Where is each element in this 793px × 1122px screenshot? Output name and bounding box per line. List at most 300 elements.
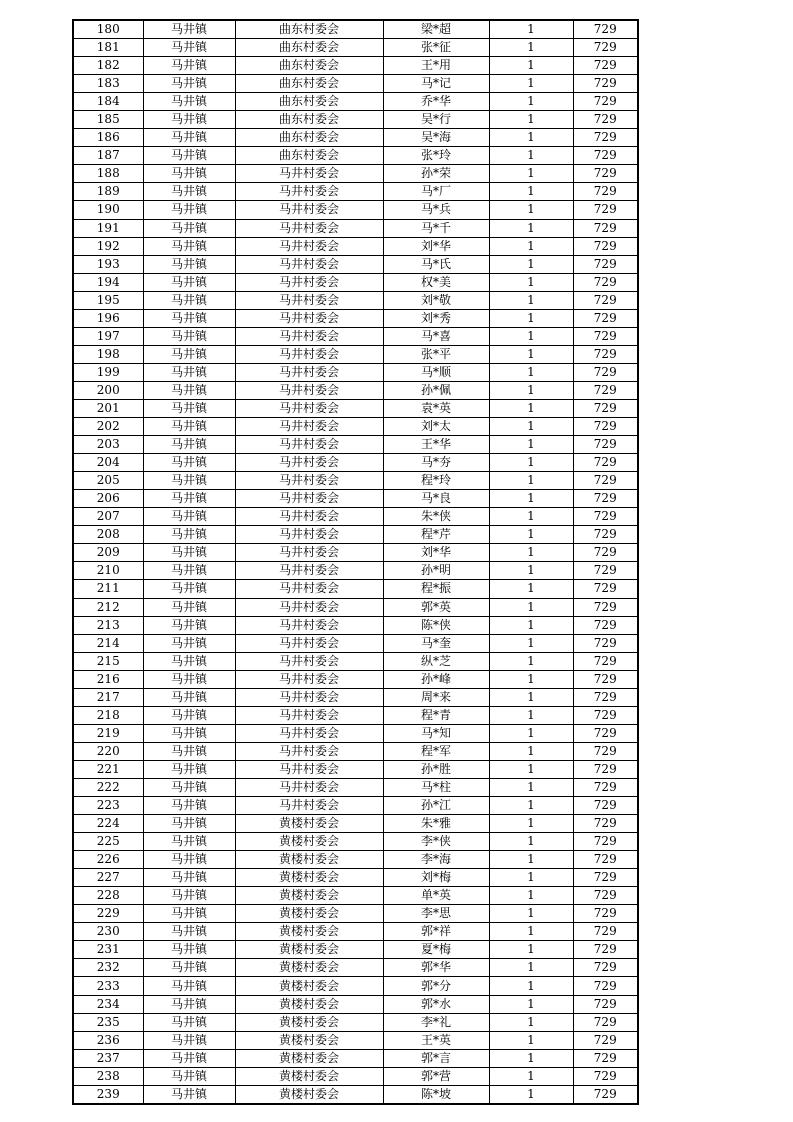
row-number-cell: 182 [73, 57, 143, 75]
village-committee-cell: 黄楼村委会 [235, 905, 383, 923]
row-number-cell: 181 [73, 39, 143, 57]
row-number-cell: 216 [73, 670, 143, 688]
row-number-cell: 183 [73, 75, 143, 93]
village-committee-cell: 黄楼村委会 [235, 851, 383, 869]
name-cell: 刘*梅 [383, 869, 489, 887]
name-cell: 纵*芝 [383, 652, 489, 670]
name-cell: 郭*分 [383, 977, 489, 995]
amount-cell: 729 [573, 57, 638, 75]
town-cell: 马井镇 [143, 363, 235, 381]
row-number-cell: 203 [73, 436, 143, 454]
table-row [73, 742, 638, 760]
row-number-cell: 233 [73, 977, 143, 995]
town-cell: 马井镇 [143, 634, 235, 652]
amount-cell: 729 [573, 923, 638, 941]
village-committee-cell: 黄楼村委会 [235, 959, 383, 977]
amount-cell: 729 [573, 183, 638, 201]
count-cell: 1 [489, 742, 573, 760]
amount-cell: 729 [573, 129, 638, 147]
amount-cell: 729 [573, 562, 638, 580]
name-cell: 李*侠 [383, 833, 489, 851]
count-cell: 1 [489, 39, 573, 57]
count-cell: 1 [489, 1013, 573, 1031]
name-cell: 夏*梅 [383, 941, 489, 959]
count-cell: 1 [489, 418, 573, 436]
village-committee-cell: 马井村委会 [235, 797, 383, 815]
name-cell: 郭*言 [383, 1049, 489, 1067]
table-row [73, 472, 638, 490]
name-cell: 孙*明 [383, 562, 489, 580]
village-committee-cell: 曲东村委会 [235, 129, 383, 147]
count-cell: 1 [489, 923, 573, 941]
amount-cell: 729 [573, 670, 638, 688]
village-committee-cell: 马井村委会 [235, 291, 383, 309]
town-cell: 马井镇 [143, 75, 235, 93]
town-cell: 马井镇 [143, 977, 235, 995]
row-number-cell: 220 [73, 742, 143, 760]
table-row [73, 760, 638, 778]
count-cell: 1 [489, 327, 573, 345]
town-cell: 马井镇 [143, 273, 235, 291]
town-cell: 马井镇 [143, 436, 235, 454]
village-committee-cell: 马井村委会 [235, 418, 383, 436]
village-committee-cell: 马井村委会 [235, 201, 383, 219]
village-committee-cell: 黄楼村委会 [235, 815, 383, 833]
amount-cell: 729 [573, 869, 638, 887]
table-row [73, 508, 638, 526]
row-number-cell: 185 [73, 111, 143, 129]
table-row [73, 57, 638, 75]
town-cell: 马井镇 [143, 616, 235, 634]
count-cell: 1 [489, 363, 573, 381]
count-cell: 1 [489, 1031, 573, 1049]
village-committee-cell: 黄楼村委会 [235, 833, 383, 851]
row-number-cell: 211 [73, 580, 143, 598]
row-number-cell: 227 [73, 869, 143, 887]
town-cell: 马井镇 [143, 1013, 235, 1031]
amount-cell: 729 [573, 1031, 638, 1049]
town-cell: 马井镇 [143, 381, 235, 399]
table-row [73, 436, 638, 454]
town-cell: 马井镇 [143, 959, 235, 977]
table-row [73, 219, 638, 237]
table-row [73, 977, 638, 995]
town-cell: 马井镇 [143, 562, 235, 580]
amount-cell: 729 [573, 815, 638, 833]
amount-cell: 729 [573, 165, 638, 183]
amount-cell: 729 [573, 580, 638, 598]
row-number-cell: 204 [73, 454, 143, 472]
town-cell: 马井镇 [143, 1085, 235, 1104]
amount-cell: 729 [573, 273, 638, 291]
village-committee-cell: 曲东村委会 [235, 147, 383, 165]
count-cell: 1 [489, 544, 573, 562]
village-committee-cell: 黄楼村委会 [235, 887, 383, 905]
amount-cell: 729 [573, 1067, 638, 1085]
amount-cell: 729 [573, 1085, 638, 1104]
amount-cell: 729 [573, 724, 638, 742]
table-row [73, 1031, 638, 1049]
table-row [73, 544, 638, 562]
town-cell: 马井镇 [143, 183, 235, 201]
table-row [73, 201, 638, 219]
row-number-cell: 238 [73, 1067, 143, 1085]
count-cell: 1 [489, 147, 573, 165]
name-cell: 张*玲 [383, 147, 489, 165]
amount-cell: 729 [573, 201, 638, 219]
name-cell: 李*礼 [383, 1013, 489, 1031]
row-number-cell: 198 [73, 345, 143, 363]
town-cell: 马井镇 [143, 1067, 235, 1085]
amount-cell: 729 [573, 436, 638, 454]
town-cell: 马井镇 [143, 201, 235, 219]
count-cell: 1 [489, 760, 573, 778]
table-row [73, 39, 638, 57]
village-committee-cell: 马井村委会 [235, 472, 383, 490]
count-cell: 1 [489, 1049, 573, 1067]
village-committee-cell: 马井村委会 [235, 760, 383, 778]
count-cell: 1 [489, 670, 573, 688]
town-cell: 马井镇 [143, 255, 235, 273]
count-cell: 1 [489, 129, 573, 147]
village-committee-cell: 曲东村委会 [235, 111, 383, 129]
name-cell: 王*英 [383, 1031, 489, 1049]
row-number-cell: 224 [73, 815, 143, 833]
name-cell: 孙*胜 [383, 760, 489, 778]
name-cell: 刘*华 [383, 237, 489, 255]
amount-cell: 729 [573, 634, 638, 652]
amount-cell: 729 [573, 490, 638, 508]
amount-cell: 729 [573, 887, 638, 905]
amount-cell: 729 [573, 833, 638, 851]
amount-cell: 729 [573, 39, 638, 57]
count-cell: 1 [489, 273, 573, 291]
row-number-cell: 230 [73, 923, 143, 941]
count-cell: 1 [489, 706, 573, 724]
town-cell: 马井镇 [143, 454, 235, 472]
town-cell: 马井镇 [143, 995, 235, 1013]
village-committee-cell: 曲东村委会 [235, 57, 383, 75]
row-number-cell: 186 [73, 129, 143, 147]
count-cell: 1 [489, 291, 573, 309]
table-row [73, 129, 638, 147]
name-cell: 权*美 [383, 273, 489, 291]
row-number-cell: 225 [73, 833, 143, 851]
town-cell: 马井镇 [143, 887, 235, 905]
town-cell: 马井镇 [143, 544, 235, 562]
village-committee-cell: 马井村委会 [235, 724, 383, 742]
row-number-cell: 213 [73, 616, 143, 634]
row-number-cell: 187 [73, 147, 143, 165]
table-row [73, 291, 638, 309]
amount-cell: 729 [573, 851, 638, 869]
amount-cell: 729 [573, 237, 638, 255]
name-cell: 马*氏 [383, 255, 489, 273]
name-cell: 孙*佩 [383, 381, 489, 399]
town-cell: 马井镇 [143, 147, 235, 165]
table-row [73, 815, 638, 833]
table-row [73, 634, 638, 652]
row-number-cell: 192 [73, 237, 143, 255]
table-row [73, 363, 638, 381]
count-cell: 1 [489, 941, 573, 959]
amount-cell: 729 [573, 255, 638, 273]
town-cell: 马井镇 [143, 219, 235, 237]
name-cell: 郭*华 [383, 959, 489, 977]
town-cell: 马井镇 [143, 869, 235, 887]
town-cell: 马井镇 [143, 345, 235, 363]
table-row [73, 598, 638, 616]
table-row [73, 995, 638, 1013]
amount-cell: 729 [573, 327, 638, 345]
town-cell: 马井镇 [143, 742, 235, 760]
table-row [73, 183, 638, 201]
name-cell: 孙*峰 [383, 670, 489, 688]
amount-cell: 729 [573, 760, 638, 778]
count-cell: 1 [489, 580, 573, 598]
amount-cell: 729 [573, 219, 638, 237]
village-committee-cell: 马井村委会 [235, 544, 383, 562]
count-cell: 1 [489, 977, 573, 995]
row-number-cell: 212 [73, 598, 143, 616]
amount-cell: 729 [573, 345, 638, 363]
row-number-cell: 214 [73, 634, 143, 652]
amount-cell: 729 [573, 977, 638, 995]
village-committee-cell: 马井村委会 [235, 399, 383, 417]
count-cell: 1 [489, 93, 573, 111]
table-row [73, 273, 638, 291]
row-number-cell: 226 [73, 851, 143, 869]
village-committee-cell: 马井村委会 [235, 345, 383, 363]
count-cell: 1 [489, 255, 573, 273]
count-cell: 1 [489, 959, 573, 977]
count-cell: 1 [489, 20, 573, 39]
village-committee-cell: 马井村委会 [235, 309, 383, 327]
village-committee-cell: 曲东村委会 [235, 93, 383, 111]
village-committee-cell: 黄楼村委会 [235, 941, 383, 959]
amount-cell: 729 [573, 111, 638, 129]
table-row [73, 562, 638, 580]
table-row [73, 165, 638, 183]
name-cell: 吴*海 [383, 129, 489, 147]
town-cell: 马井镇 [143, 291, 235, 309]
table-row [73, 905, 638, 923]
table-row [73, 923, 638, 941]
name-cell: 马*柱 [383, 778, 489, 796]
count-cell: 1 [489, 1067, 573, 1085]
table-row [73, 93, 638, 111]
name-cell: 吴*行 [383, 111, 489, 129]
village-committee-cell: 马井村委会 [235, 688, 383, 706]
town-cell: 马井镇 [143, 526, 235, 544]
town-cell: 马井镇 [143, 797, 235, 815]
name-cell: 张*征 [383, 39, 489, 57]
village-committee-cell: 马井村委会 [235, 381, 383, 399]
name-cell: 马*夯 [383, 454, 489, 472]
village-committee-cell: 马井村委会 [235, 742, 383, 760]
amount-cell: 729 [573, 147, 638, 165]
town-cell: 马井镇 [143, 778, 235, 796]
table-row [73, 20, 638, 39]
row-number-cell: 234 [73, 995, 143, 1013]
row-number-cell: 190 [73, 201, 143, 219]
amount-cell: 729 [573, 616, 638, 634]
village-committee-cell: 马井村委会 [235, 490, 383, 508]
table-body [73, 20, 638, 1104]
village-committee-cell: 黄楼村委会 [235, 1085, 383, 1104]
village-committee-cell: 曲东村委会 [235, 39, 383, 57]
name-cell: 周*来 [383, 688, 489, 706]
name-cell: 马*良 [383, 490, 489, 508]
table-row [73, 399, 638, 417]
table-row [73, 959, 638, 977]
count-cell: 1 [489, 490, 573, 508]
town-cell: 马井镇 [143, 237, 235, 255]
table-row [73, 833, 638, 851]
table-row [73, 345, 638, 363]
table-row [73, 616, 638, 634]
table-row [73, 454, 638, 472]
village-committee-cell: 马井村委会 [235, 436, 383, 454]
row-number-cell: 231 [73, 941, 143, 959]
table-row [73, 381, 638, 399]
village-committee-cell: 黄楼村委会 [235, 995, 383, 1013]
row-number-cell: 195 [73, 291, 143, 309]
count-cell: 1 [489, 797, 573, 815]
row-number-cell: 235 [73, 1013, 143, 1031]
count-cell: 1 [489, 219, 573, 237]
name-cell: 乔*华 [383, 93, 489, 111]
amount-cell: 729 [573, 309, 638, 327]
village-committee-cell: 黄楼村委会 [235, 1049, 383, 1067]
name-cell: 张*平 [383, 345, 489, 363]
name-cell: 刘*太 [383, 418, 489, 436]
count-cell: 1 [489, 869, 573, 887]
table-row [73, 111, 638, 129]
town-cell: 马井镇 [143, 670, 235, 688]
row-number-cell: 188 [73, 165, 143, 183]
name-cell: 李*思 [383, 905, 489, 923]
amount-cell: 729 [573, 598, 638, 616]
name-cell: 马*厂 [383, 183, 489, 201]
count-cell: 1 [489, 75, 573, 93]
row-number-cell: 206 [73, 490, 143, 508]
town-cell: 马井镇 [143, 1049, 235, 1067]
town-cell: 马井镇 [143, 706, 235, 724]
row-number-cell: 210 [73, 562, 143, 580]
row-number-cell: 202 [73, 418, 143, 436]
row-number-cell: 232 [73, 959, 143, 977]
name-cell: 陈*坡 [383, 1085, 489, 1104]
table-row [73, 652, 638, 670]
village-committee-cell: 马井村委会 [235, 454, 383, 472]
row-number-cell: 236 [73, 1031, 143, 1049]
name-cell: 郭*祥 [383, 923, 489, 941]
amount-cell: 729 [573, 959, 638, 977]
town-cell: 马井镇 [143, 815, 235, 833]
town-cell: 马井镇 [143, 508, 235, 526]
amount-cell: 729 [573, 93, 638, 111]
name-cell: 程*芹 [383, 526, 489, 544]
amount-cell: 729 [573, 508, 638, 526]
town-cell: 马井镇 [143, 111, 235, 129]
amount-cell: 729 [573, 742, 638, 760]
town-cell: 马井镇 [143, 580, 235, 598]
table-row [73, 941, 638, 959]
row-number-cell: 200 [73, 381, 143, 399]
amount-cell: 729 [573, 797, 638, 815]
village-committee-cell: 马井村委会 [235, 598, 383, 616]
amount-cell: 729 [573, 363, 638, 381]
count-cell: 1 [489, 345, 573, 363]
count-cell: 1 [489, 562, 573, 580]
amount-cell: 729 [573, 941, 638, 959]
count-cell: 1 [489, 887, 573, 905]
name-cell: 陈*侠 [383, 616, 489, 634]
name-cell: 郭*营 [383, 1067, 489, 1085]
name-cell: 单*英 [383, 887, 489, 905]
amount-cell: 729 [573, 454, 638, 472]
village-committee-cell: 马井村委会 [235, 526, 383, 544]
row-number-cell: 207 [73, 508, 143, 526]
table-row [73, 327, 638, 345]
count-cell: 1 [489, 634, 573, 652]
data-table [72, 19, 639, 1105]
name-cell: 程*玲 [383, 472, 489, 490]
table-row [73, 1085, 638, 1104]
town-cell: 马井镇 [143, 851, 235, 869]
village-committee-cell: 马井村委会 [235, 562, 383, 580]
village-committee-cell: 曲东村委会 [235, 20, 383, 39]
name-cell: 马*兵 [383, 201, 489, 219]
table-row [73, 797, 638, 815]
row-number-cell: 229 [73, 905, 143, 923]
name-cell: 李*海 [383, 851, 489, 869]
town-cell: 马井镇 [143, 418, 235, 436]
count-cell: 1 [489, 111, 573, 129]
row-number-cell: 199 [73, 363, 143, 381]
row-number-cell: 196 [73, 309, 143, 327]
table-row [73, 869, 638, 887]
table-row [73, 887, 638, 905]
village-committee-cell: 黄楼村委会 [235, 1067, 383, 1085]
amount-cell: 729 [573, 381, 638, 399]
row-number-cell: 201 [73, 399, 143, 417]
table-row [73, 706, 638, 724]
name-cell: 王*用 [383, 57, 489, 75]
row-number-cell: 191 [73, 219, 143, 237]
row-number-cell: 180 [73, 20, 143, 39]
count-cell: 1 [489, 183, 573, 201]
amount-cell: 729 [573, 472, 638, 490]
row-number-cell: 218 [73, 706, 143, 724]
count-cell: 1 [489, 309, 573, 327]
village-committee-cell: 马井村委会 [235, 273, 383, 291]
name-cell: 朱*侠 [383, 508, 489, 526]
row-number-cell: 184 [73, 93, 143, 111]
name-cell: 程*振 [383, 580, 489, 598]
village-committee-cell: 马井村委会 [235, 616, 383, 634]
amount-cell: 729 [573, 1049, 638, 1067]
village-committee-cell: 马井村委会 [235, 580, 383, 598]
town-cell: 马井镇 [143, 309, 235, 327]
village-committee-cell: 黄楼村委会 [235, 1013, 383, 1031]
amount-cell: 729 [573, 688, 638, 706]
name-cell: 刘*华 [383, 544, 489, 562]
name-cell: 刘*秀 [383, 309, 489, 327]
name-cell: 马*奎 [383, 634, 489, 652]
amount-cell: 729 [573, 905, 638, 923]
